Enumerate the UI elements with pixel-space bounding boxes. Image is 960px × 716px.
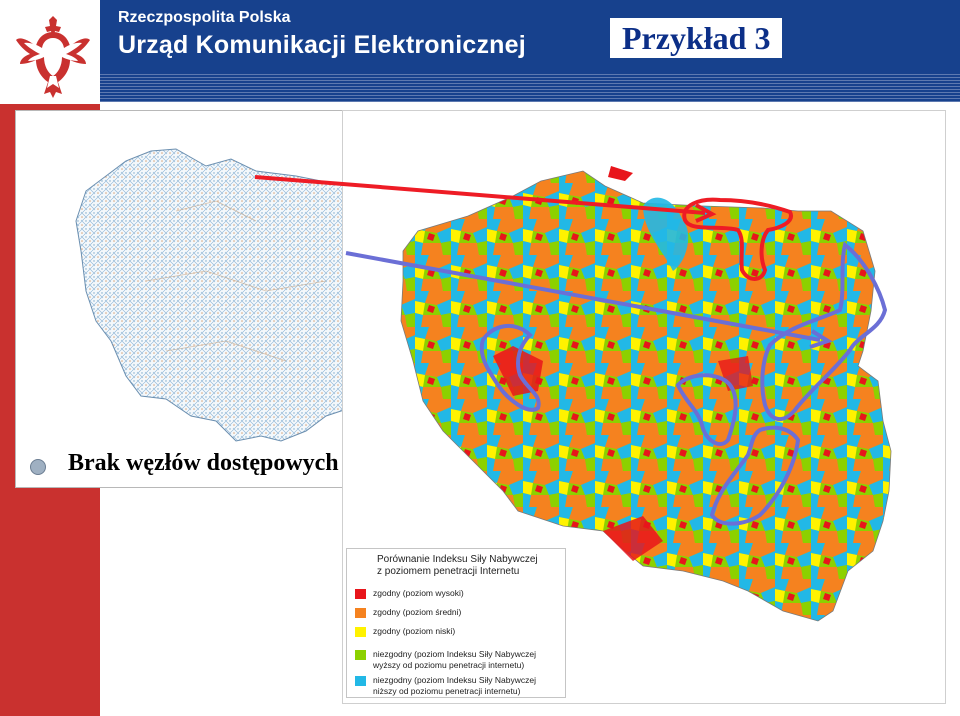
legend-title: [377, 554, 538, 578]
map-legend: [346, 548, 566, 698]
header-stripes: [100, 72, 960, 102]
slide-title: Przykład 3: [610, 18, 782, 58]
emblem-box: [0, 0, 100, 104]
legend-label: niezgodny (poziom Indeksu Siły Nabywczej wyższy od poziomu penetracji internetu): [373, 649, 536, 670]
legend-swatch: [355, 676, 366, 686]
access-nodes-map-panel: [15, 110, 398, 488]
legend-title-line2: z poziomem penetracji Internetu: [377, 566, 520, 577]
legend-title-line1: Porównanie Indeksu Siły Nabywczej: [377, 554, 538, 565]
slide-header: [0, 0, 960, 104]
legend-swatch: [355, 589, 366, 599]
white-divider: [0, 102, 330, 104]
white-eagle-emblem-icon: [14, 10, 92, 100]
legend-swatch: [355, 650, 366, 660]
legend-label: zgodny (poziom niski): [373, 626, 456, 636]
legend-label: zgodny (poziom wysoki): [373, 588, 464, 598]
bullet-icon: [30, 459, 46, 475]
legend-swatch: [355, 627, 366, 637]
legend-label: zgodny (poziom średni): [373, 607, 462, 617]
legend-swatch: [355, 608, 366, 618]
org-name-large: Urząd Komunikacji Elektronicznej: [118, 31, 526, 59]
legend-label: niezgodny (poziom Indeksu Siły Nabywczej niższy od poziomu penetracji internetu): [373, 675, 536, 696]
org-name-small: Rzeczpospolita Polska: [118, 9, 291, 26]
caption-no-access-nodes: Brak węzłów dostępowych: [68, 450, 339, 476]
